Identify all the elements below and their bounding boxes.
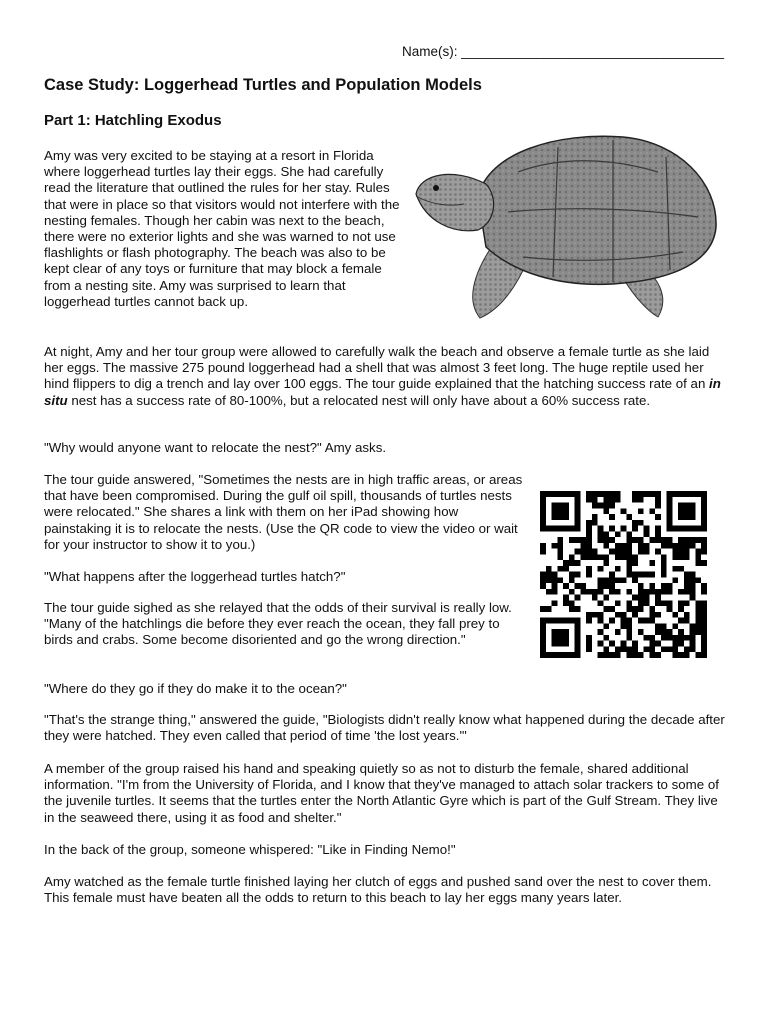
names-field[interactable]: Name(s): ___________________________________	[401, 44, 724, 59]
paragraph-nesting-text-1: At night, Amy and her tour group were allowed to carefully walk the beach and observe a female turtle as she laid her eggs. The massive 275 pound loggerhead had a shell that was almost 3 feet long. The huge reptile used her hind flippers to dig a trench and lay over 100 eggs. The tour guide explained that the hatching success rate of an	[44, 344, 710, 392]
section-heading: Part 1: Hatchling Exodus	[44, 112, 222, 129]
paragraph-conclusion: Amy watched as the female turtle finished laying her clutch of eggs and pushed sand over the nest to cover them. This female must have beaten all the odds to return to this beach to lay her eggs many years later.	[44, 874, 712, 906]
loggerhead-turtle-illustration	[408, 112, 726, 322]
page-title: Case Study: Loggerhead Turtles and Population Models	[44, 76, 482, 94]
paragraph-university: A member of the group raised his hand and speaking quietly so as not to disturb the female, shared additional information. "I'm from the University of Florida, and I know that they've managed to attach solar trackers to some of the juvenile turtles. It seems that the turtles enter the North Atlantic Gyre which is part of the Gulf Stream. They live in the seaweed there, using it as food and shelter."	[44, 761, 719, 825]
paragraph-resort: Amy was very excited to be staying at a resort in Florida where loggerhead turtles lay their eggs. She had carefully read the literature that outlined the rules for her stay. Rules that were in place so that visitors would not interfere with the nesting females. Though her cabin was next to the beach, there were no exterior lights and she was warned to not use flashlights or flash photography. The beach was also to be kept clear of any toys or furniture that may block a female from a nesting site. Amy was surprised to learn that loggerhead turtles cannot back up.	[44, 148, 400, 309]
paragraph-amy-question: "Why would anyone want to relocate the nest?" Amy asks.	[44, 440, 387, 455]
paragraph-finding-nemo: In the back of the group, someone whispered: "Like in Finding Nemo!"	[44, 842, 456, 857]
paragraph-nesting	[44, 344, 729, 409]
qr-code[interactable]	[540, 488, 707, 661]
paragraph-lost-years: "That's the strange thing," answered the guide, "Biologists didn't really know what happened during the decade after they were hatched. They even called that period of time 'the lost years.'"	[44, 712, 725, 744]
paragraph-nesting-text-2: nest has a success rate of 80-100%, but a relocated nest will only have about a 60% success rate.	[67, 392, 651, 408]
in-situ-term: in situ	[44, 376, 721, 408]
paragraph-ocean-question: "Where do they go if they do make it to the ocean?"	[44, 681, 347, 696]
paragraph-guide-answer: The tour guide answered, "Sometimes the nests are in high traffic areas, or areas that have been compromised. During the gulf oil spill, thousands of turtles nests were relocated." She shares a link with them on her iPad showing how painstaking it is to relocate the nests. (Use the QR code to view the video or wait for your instructor to show it to you.)	[44, 472, 523, 552]
paragraph-survival: The tour guide sighed as she relayed that the odds of their survival is really low. "Many of the hatchlings die before they ever reach the ocean, they fall prey to birds and crabs. Some become disoriented and go the wrong direction."	[44, 600, 512, 648]
paragraph-hatch-question: "What happens after the loggerhead turtles hatch?"	[44, 569, 346, 584]
